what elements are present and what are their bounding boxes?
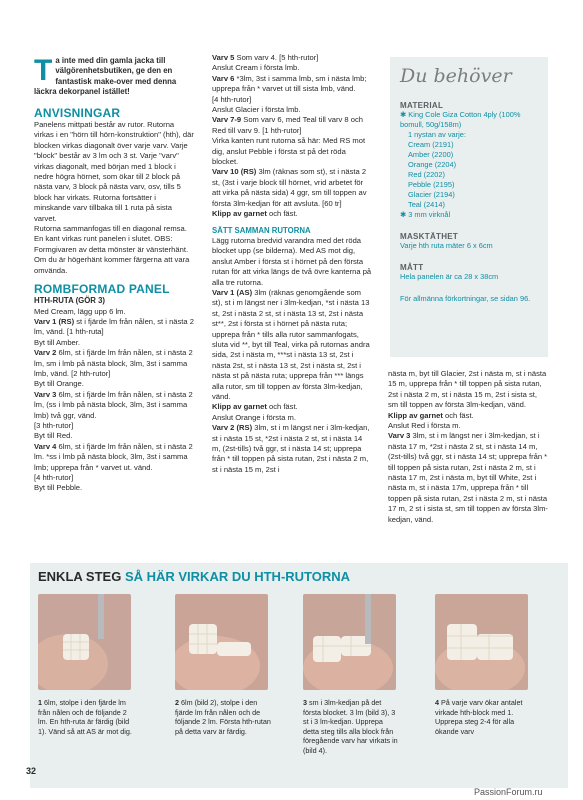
instruction-line [34,442,194,473]
heading-hth-ruta: HTH-RUTA (GÖR 3) [34,296,106,306]
instruction-text: Med Cream, lägg upp 6 lm. [34,306,126,316]
instruction-label: Klipp av garnet [388,410,443,420]
step-caption-1 [38,698,134,736]
heading-rombformad-panel: ROMBFORMAD PANEL [34,282,170,297]
instruction-text: Som varv 4. [5 hth-rutor] [234,53,319,62]
instruction-text: Byt till Amber. [34,337,80,347]
instruction-line [34,307,194,317]
yarn-color-item: Glacier (2194) [408,190,455,199]
step-number-3: 3 [303,698,307,707]
instruction-text: och fäst. [266,402,298,412]
steps-title-b: SÅ HÄR VIRKAR DU HTH-RUTORNA [124,569,351,584]
instruction-label: Varv 10 (RS) [212,167,257,177]
yarn-text: King Cole Giza Cotton 4ply (100% bomull, 50g/158m) [400,110,521,129]
instruction-line [34,431,194,441]
page-number: 32 [26,766,37,776]
instruction-text: Anslut Glacier i första lmb. [212,105,301,115]
steps-band [30,563,568,788]
instruction-line [212,115,372,136]
yarn-color-item: Cream (2191) [408,140,454,149]
column-1-instructions [34,307,194,494]
instruction-label: Klipp av garnet [212,209,267,219]
step-text-4: På varje varv ökar antalet virkade hth-block med 1. Upprepa steg 2-4 för alla ökande varv [435,698,523,736]
color-list [400,140,540,210]
instruction-line [34,317,194,338]
step-photo-4 [435,594,528,690]
instruction-text: Byt till Red. [34,431,73,441]
intro-text: a inte med din gamla jacka till välgörenhetsbutiken, ge den en fantastisk make-over med denna läckra dekorpanel istället! [34,56,177,97]
instruction-text: Byt till Orange. [34,379,84,389]
instruction-line [34,338,194,348]
instruction-text: 3lm (räknas genomgående som st), st i m längst ner i 3lm-kedjan, *st i nästa 13 st, 2st i nästa 2 st, st i nästa 13 st, 2st i nästa st**, 2st i första st i hörnet på nästa ruta; upprepa från * tills alla rutor sammanfogats, sluta vid **, byt till Teal, virka på rutornas andra sida, 2st i nästa m, ***st i nästa 13 st, 2st i nästa 2st, st i nästa 13 st, 2st i nästa st, 2st i nästa st på nästa ruta; upprepa från *** längs alla rutor, sm till toppen av första 3lm-kedjan, vänd. [212,287,370,401]
star-icon: ✱ [400,210,407,219]
instruction-label: Varv 3 [388,431,411,441]
star-icon: ✱ [400,110,407,119]
step-number-4: 4 [435,698,439,707]
instruction-text: och fäst. [266,209,298,219]
yarn-color-item: Pebble (2195) [408,180,455,189]
abbreviations-note: För allmänna förkortningar, se sidan 96. [400,294,531,303]
step-number-1: 1 [38,698,42,707]
step-text-2: 6lm (bild 2), stolpe i den fjärde lm från nålen och de följande 2 lm. Första hth-rutan på detta varv är färdig. [175,698,271,736]
instruction-text: 6lm, st i fjärde lm från nålen, st i nästa 2 lm. *ss i lmb på nästa block, 3lm, 3st i samma lmb; upprepa från * varvet ut. vänd. [34,441,193,472]
instruction-line [388,421,548,431]
gauge-heading: MASKTÄTHET [400,232,459,241]
instruction-label: Varv 5 [212,53,235,62]
instruction-label: Varv 1 (AS) [212,287,253,297]
instruction-text: nästa m, byt till Glacier, 2st i nästa m, st i nästa 15 m, upprepa från * till toppen på sista rutan, 2st i nästa 2 m, st i nästa 15 m, 2st i sista st, sm till toppen av första 3lm-kedjan, vänd. [388,369,547,410]
column-2-instructions [212,53,372,220]
instruction-label: Varv 2 (RS) [212,423,253,433]
instruction-line [34,390,194,421]
instruction-label: Varv 3 [34,389,57,399]
instruction-line [212,288,372,402]
instruction-text: 6lm, st i fjärde lm från nålen, st i nästa 2 lm, (ss i lmb på nästa block, 3lm, 3st i samma lmb) två ggr, vänd. [34,389,193,420]
instruction-line [212,402,372,412]
sidebar-title: Du behöver [400,65,512,87]
yarn-color-item: Teal (2414) [408,200,445,209]
instruction-line [212,63,372,73]
instruction-text: Som varv 6, med Teal till varv 8 och Red till varv 9. [1 hth-rutor] [212,115,363,135]
instruction-line [34,473,194,483]
heading-satt-samman: SÄTT SAMMAN RUTORNA [212,225,311,235]
heading-anvisningar: ANVISNINGAR [34,106,121,120]
instruction-line [212,423,372,475]
material-heading: MATERIAL [400,101,444,110]
instruction-line [212,95,372,105]
instruction-text: [3 hth-rutor] [34,420,74,430]
instruction-line [388,411,548,421]
instruction-text: st i fjärde lm från nålen, st i nästa 2 lm, vänd. [1 hth-ruta] [34,316,194,337]
yarn-color-item: Orange (2204) [408,160,457,169]
instruction-line [34,421,194,431]
instruction-text: *3lm, 3st i samma lmb, sm i nästa lmb; upprepa från * varvet ut till sista lmb, vänd. [212,73,367,94]
watermark: PassionForum.ru [474,787,543,797]
column-2-instructions-2 [212,288,372,475]
step-photo-2 [175,594,268,690]
instruction-line [34,348,194,379]
step-text-3: sm i 3lm-kedjan på det första blocket. 3 lm (bild 3), 3 st i 3 lm-kedjan. Upprepa detta steg tills alla block från föregående varv har virkats in (bild 4). [303,698,398,755]
instruction-text: och fäst. [442,410,474,420]
instruction-text: [4 hth-rutor] [212,94,252,104]
step-caption-4 [435,698,531,736]
hook-text: 3 mm virknål [408,210,451,219]
anvisningar-text: Panelens mittpati består av rutor. Rutorna virkas i en "hörn till hörn-konstruktion" (hth), där blocken virkas diagonalt över varje varv. Varje "block" består av 3 lm och 3 st. Varje "varv" virkas diagonalt, med början med 1 block i nedre högra hörnet, som ökar till 2 block på nästa varv, 3 block på nästa varv, osv, tills 5 block har virkats. Rutorna fortsätter i minskande varv tillbaka till 1 ruta på sista varvet. [34,120,194,223]
instruction-label: Varv 2 [34,348,57,358]
instruction-label: Varv 6 [212,73,235,83]
instruction-label: Varv 1 (RS) [34,316,75,326]
instruction-line [34,379,194,389]
intro-dropcap: T [34,54,53,87]
instruction-label: Varv 4 [34,441,57,451]
satt-samman-text: Lägg rutorna bredvid varandra med det röda blocket upp (se bilderna). Med AS mot dig, anslut Amber i första st i hörnet på den första rutan för att virka längs de två övre kanterna på alla tre rutorna. [212,235,372,287]
instruction-line [212,74,372,95]
instruction-text: 3lm, st i m längst ner i 3lm-kedjan, st i nästa 17 m, *2st i nästa 2 st, st i nästa 14 m, (2st-tills) två ggr, st i nästa 14 st; upprepa från * till toppen på sista rutan, 2st i nästa 2 m, st i nästa 17 m, 2st i nästa m, byt till White, 2st i nästa m, st i nästa 17m, upprepa från * till toppen på sista rutan, 2st i nästa 2 m, st i nästa 17 m, 2 st i sista st, sm till toppen av första 3lm-kedjan, vänd. [388,431,548,524]
step-caption-3 [303,698,399,756]
intro-paragraph [34,56,184,98]
instruction-line [212,167,372,209]
column-3 [388,369,548,525]
column-1 [34,106,194,494]
instruction-text: Anslut Cream i första lmb. [212,63,300,73]
colors-intro: 1 nystan av varje: [408,130,466,139]
step-photo-3 [303,594,396,690]
instruction-line [212,53,372,63]
instruction-text: Anslut Orange i första m. [212,412,296,422]
instruction-line [34,483,194,493]
steps-title-a: ENKLA STEG [38,569,122,584]
step-caption-2 [175,698,271,736]
step-number-2: 2 [175,698,179,707]
instruction-line [212,209,372,219]
instruction-label: Varv 7-9 [212,115,242,125]
yarn-color-item: Red (2202) [408,170,445,179]
instruction-text: [4 hth-rutor] [34,473,74,482]
anvisningar-text-2: Rutorna sammanfogas till en diagonal remsa. En kant virkas runt panelen i slutet. OBS: Formgivaren av detta mönster är vänsterhänt. Om du är högerhänt kommer färgerna att vara omvända. [34,224,190,275]
instruction-line [388,431,548,525]
step-photo-1 [38,594,131,690]
size-text: Hela panelen är ca 28 x 38cm [400,272,499,281]
gauge-text: Varje hth ruta mäter 6 x 6cm [400,241,493,250]
column-3-instructions [388,369,548,525]
size-heading: MÅTT [400,263,424,272]
instruction-label: Klipp av garnet [212,402,267,412]
instruction-text: 3lm (räknas som st), st i nästa 2 st, (3st i varje block till hörnet, vrid arbetet för att virka på nästa sida) 4 ggr, sm till toppen av första 3lm-kedjan för att avsluta. [60 tr] [212,167,367,208]
instruction-text: Virka kanten runt rutorna så här: Med RS mot dig, anslut Pebble i första st på det röda blocket. [212,136,366,167]
instruction-line [212,413,372,423]
instruction-line [212,136,372,167]
instruction-text: 3lm, st i m längst ner i 3lm-kedjan, st i nästa 15 st, *2st i nästa 2 st, st i nästa 14 m, (2st-tills) två ggr, st i nästa 14 st; upprepa från * till toppen på sista rutan, 2st i nästa 2 m, st i nästa 15 m, 2st i [212,423,370,474]
instruction-line [388,369,548,411]
instruction-line [212,105,372,115]
steps-title [38,569,350,584]
instruction-text: 6lm, st i fjärde lm från nålen, st i nästa 2 lm, sm i lmb på nästa block, 3lm, 3st i samma lmb, vänd. [2 hth-rutor] [34,348,193,378]
instruction-text: Byt till Pebble. [34,483,83,493]
column-2 [212,53,372,475]
materials-sidebar [390,57,548,357]
instruction-text: Anslut Red i första m. [388,421,461,431]
yarn-color-item: Amber (2200) [408,150,454,159]
step-text-1: 6lm, stolpe i den fjärde lm från nålen och de följande 2 lm. En hth-ruta är färdig (bild 1). Vänd så att AS är mot dig. [38,698,132,736]
